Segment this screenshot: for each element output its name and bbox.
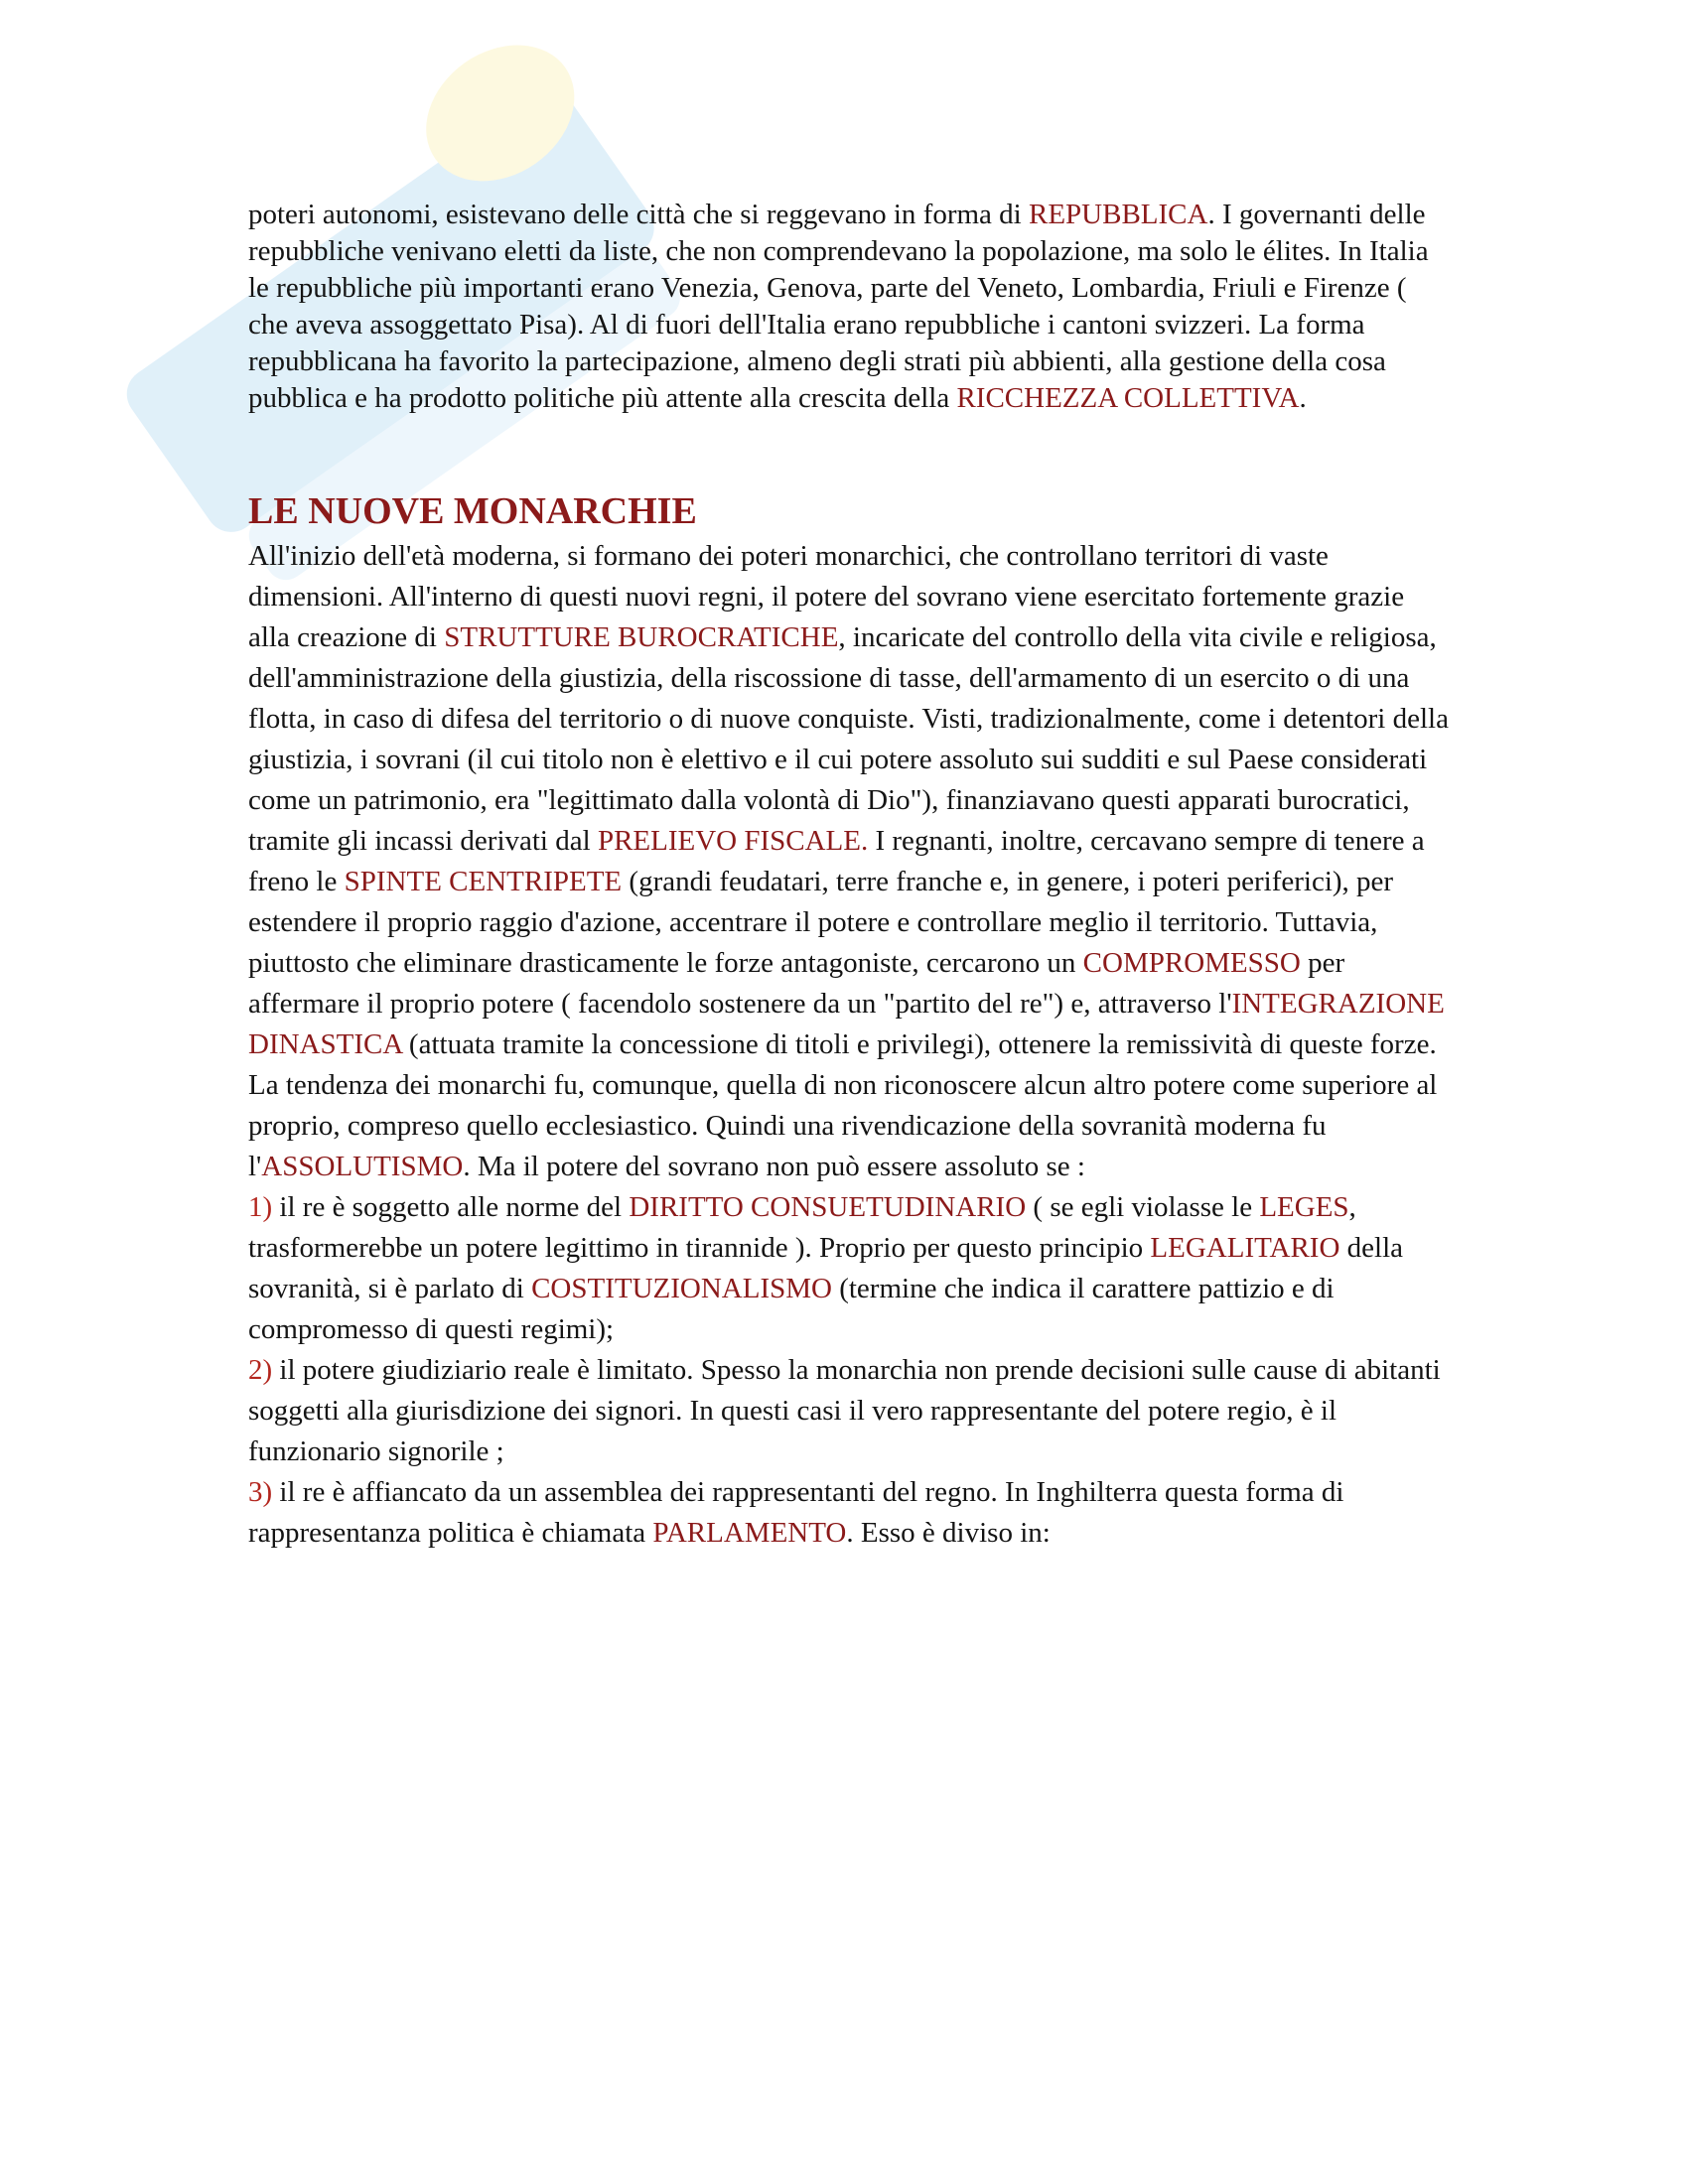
section-heading: LE NUOVE MONARCHIE — [248, 490, 697, 532]
list-number-2: 2) — [248, 1354, 273, 1386]
highlight-prelievo-fiscale: PRELIEVO FISCALE. — [597, 825, 869, 857]
highlight-legalitario: LEGALITARIO — [1150, 1232, 1340, 1264]
highlight-ricchezza-collettiva: RICCHEZZA COLLETTIVA — [956, 382, 1300, 414]
highlight-leges: LEGES — [1259, 1191, 1349, 1223]
highlight-integrazione-dinastica: INTEGRAZIONE DINASTICA — [248, 988, 1445, 1060]
highlight-parlamento: PARLAMENTO — [652, 1517, 847, 1549]
highlight-diritto-consuetudinario: DIRITTO CONSUETUDINARIO — [629, 1191, 1027, 1223]
highlight-assolutismo: ASSOLUTISMO — [261, 1151, 464, 1182]
highlight-strutture-burocratiche: STRUTTURE BUROCRATICHE — [444, 621, 839, 653]
list-number-1: 1) — [248, 1191, 273, 1223]
highlight-spinte-centripete: SPINTE CENTRIPETE — [344, 866, 623, 897]
highlight-costituzionalismo: COSTITUZIONALISMO — [531, 1273, 832, 1304]
document-page — [248, 197, 1450, 1554]
section-paragraph: All'inizio dell'età moderna, si formano dei poteri monarchici, che controllano territori di vaste dimensioni. All'interno di questi nuovi regni, il potere del sovrano viene esercitato fortemente grazie alla creazione di STRUTTURE BUROCRATICHE, incaricate del controllo della vita civile e religiosa, dell'amministrazione della giustizia, della riscossione di tasse, dell'armamento di un esercito o di una flotta, in caso di difesa del territorio o di nuove conquiste. Visti, tradizionalmente, come i detentori della giustizia, i sovrani (il cui titolo non è elettivo e il cui potere assoluto sui sudditi e sul Paese considerati come un patrimonio, era "legittimato dalla volontà di Dio"), finanziavano questi apparati burocratici, tramite gli incassi derivati dal PRELIEVO FISCALE. I regnanti, inoltre, cercavano sempre di tenere a freno le SPINTE CENTRIPETE (grandi feudatari, terre franche e, in genere, i poteri periferici), per estendere il proprio raggio d'azione, accentrare il potere e controllare meglio il territorio. Tuttavia, piuttosto che eliminare drasticamente le forze antagoniste, cercarono un COMPROMESSO per affermare il proprio potere ( facendolo sostenere da un "partito del re") e, attraverso l'INTEGRAZIONE DINASTICA (attuata tramite la concessione di titoli e privilegi), ottenere la remissività di queste forze. La tendenza dei monarchi fu, comunque, quella di non riconoscere alcun altro potere come superiore al proprio, compreso quello ecclesiastico. Quindi una rivendicazione della sovranità moderna fu l'ASSOLUTISMO. Ma il potere del sovrano non può essere assoluto se : 1) il re è soggetto alle norme del DIRITTO CONSUETUDINARIO ( se egli violasse le LEGES, trasformerebbe un potere legittimo in tirannide ). Proprio per questo principio LEGALITARIO della sovranità, si è parlato di COSTITUZIONALISMO (termine che indica il carattere pattizio e di compromesso di questi regimi); 2) il potere giudiziario reale è limitato. Spesso la monarchia non prende decisioni sulle cause di abitanti soggetti alla giurisdizione dei signori. In questi casi il vero rappresentante del potere regio, è il funzionario signorile ; 3) il re è affiancato da un assemblea dei rappresentanti del regno. In Inghilterra questa forma di rappresentanza politica è chiamata PARLAMENTO. Esso è diviso in: — [248, 540, 1449, 1549]
highlight-compromesso: COMPROMESSO — [1082, 947, 1301, 979]
intro-paragraph: poteri autonomi, esistevano delle città che si reggevano in forma di REPUBBLICA. I governanti delle repubbliche venivano eletti da liste, che non comprendevano la popolazione, ma solo le élites. In Italia le repubbliche più importanti erano Venezia, Genova, parte del Veneto, Lombardia, Friuli e Firenze ( che aveva assoggettato Pisa). Al di fuori dell'Italia erano repubbliche i cantoni svizzeri. La forma repubblicana ha favorito la partecipazione, almeno degli strati più abbienti, alla gestione della cosa pubblica e ha prodotto politiche più attente alla crescita della RICCHEZZA COLLETTIVA. — [248, 199, 1429, 414]
highlight-repubblica: REPUBBLICA — [1028, 199, 1208, 230]
list-number-3: 3) — [248, 1476, 273, 1508]
